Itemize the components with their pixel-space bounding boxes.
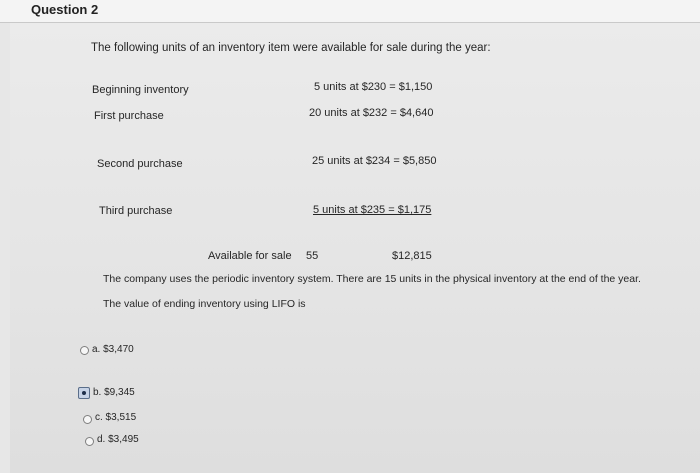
answer-option-a-label: a. $3,470 [92,344,134,355]
radio-button-a[interactable] [80,346,89,355]
row-label-third-purchase: Third purchase [99,205,173,217]
row-value-beginning-inventory: 5 units at $230 = $1,150 [314,81,433,93]
answer-option-b-label: b. $9,345 [93,387,135,398]
question-intro: The following units of an inventory item were available for sale during the year: [91,42,491,54]
answer-option-d-label: d. $3,495 [97,434,139,445]
question-prompt: The value of ending inventory using LIFO is [103,298,306,310]
question-header [0,0,700,23]
question-title: Question 2 [31,2,99,17]
available-for-sale-units: 55 [306,250,319,262]
row-label-first-purchase: First purchase [94,110,164,122]
radio-button-d[interactable] [85,437,94,446]
row-value-first-purchase: 20 units at $232 = $4,640 [309,107,434,119]
row-label-beginning-inventory: Beginning inventory [92,84,189,96]
available-for-sale-label: Available for sale [208,250,292,262]
answer-option-c-label: c. $3,515 [95,412,137,423]
radio-button-b[interactable] [78,387,90,399]
row-value-second-purchase: 25 units at $234 = $5,850 [312,155,437,167]
row-value-third-purchase: 5 units at $235 = $1,175 [313,204,432,216]
available-for-sale-total: $12,815 [392,250,432,262]
row-label-second-purchase: Second purchase [97,158,183,170]
radio-button-c[interactable] [83,415,92,424]
question-statement: The company uses the periodic inventory system. There are 15 units in the physical inventory at the end of the year. [103,273,641,285]
